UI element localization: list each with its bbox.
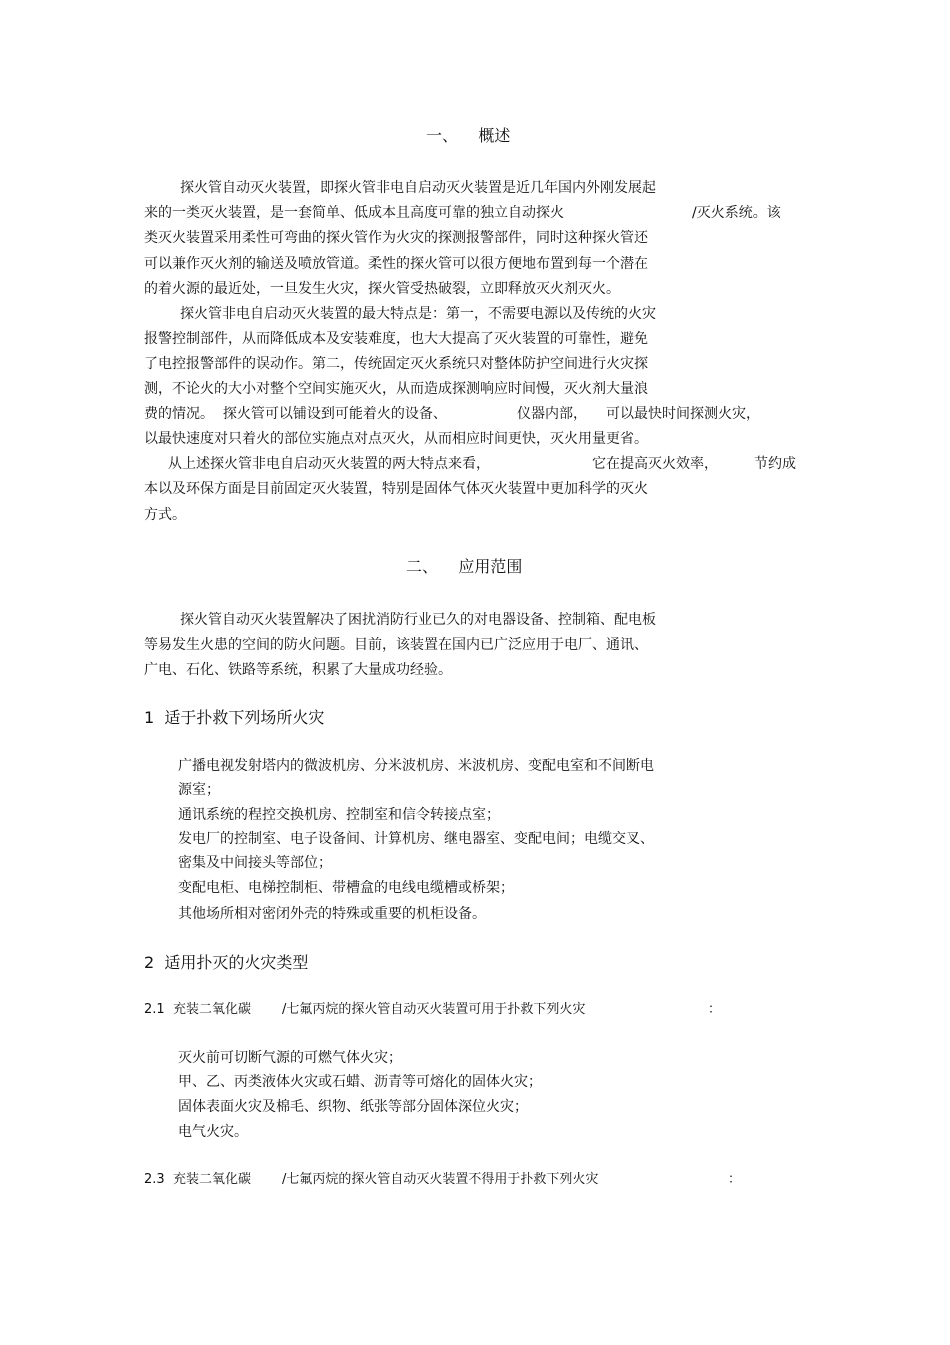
list2-line-3: 固体表面火灾及棉毛、织物、纸张等部分固体深位火灾； xyxy=(178,1099,528,1115)
section-2-title: 二、 应用范围 xyxy=(406,557,523,576)
sec1-p3-line-1c: 节约成 xyxy=(754,456,796,472)
sec1-p3-line-1a: 从上述探火管非电自启动灭火装置的两大特点来看， xyxy=(168,456,490,472)
sec1-p2-line-5a: 费的情况。 探火管可以铺设到可能着火的设备、 xyxy=(144,406,447,422)
list1-line-4: 发电厂的控制室、电子设备间、计算机房、继电器室、变配电间；电缆交叉、 xyxy=(178,831,654,847)
sec1-p2-line-3: 了电控报警部件的误动作。第二，传统固定灭火系统只对整体防护空间进行火灾探 xyxy=(144,356,648,372)
list1-line-3: 通讯系统的程控交换机房、控制室和信令转接点室； xyxy=(178,807,500,823)
list2-line-2: 甲、乙、丙类液体火灾或石蜡、沥青等可熔化的固体火灾； xyxy=(178,1074,542,1090)
sec1-p1-line-5: 的着火源的最近处，一旦发生火灾，探火管受热破裂，立即释放灭火剂灭火。 xyxy=(144,281,620,297)
heading-2-1b: /七氟丙烷的探火管自动灭火装置可用于扑救下列火灾 xyxy=(282,1002,586,1017)
sec2-p1-line-2: 等易发生火患的空间的防火问题。目前，该装置在国内已广泛应用于电厂、通讯、 xyxy=(144,637,648,653)
sec1-p1-line-3: 类灭火装置采用柔性可弯曲的探火管作为火灾的探测报警部件，同时这种探火管还 xyxy=(144,230,648,246)
list1-line-1: 广播电视发射塔内的微波机房、分米波机房、米波机房、变配电室和不间断电 xyxy=(178,758,654,774)
list1-line-5: 密集及中间接头等部位； xyxy=(178,855,332,871)
sec2-p1-line-3: 广电、石化、铁路等系统，积累了大量成功经验。 xyxy=(144,662,452,678)
sec1-p3-line-2: 本以及环保方面是目前固定灭火装置，特别是固体气体灭火装置中更加科学的灭火 xyxy=(144,481,648,497)
sec1-p1-line-2: 来的一类灭火装置，是一套简单、低成本且高度可靠的独立自动探火 xyxy=(144,205,564,221)
sec2-p1-line-1: 探火管自动灭火装置解决了困扰消防行业已久的对电器设备、控制箱、配电板 xyxy=(180,612,656,628)
sec1-p1-line-1: 探火管自动灭火装置，即探火管非电自启动灭火装置是近几年国内外刚发展起 xyxy=(180,180,656,196)
sec1-p2-line-4: 测，不论火的大小对整个空间实施灭火，从而造成探测响应时间慢，灭火剂大量浪 xyxy=(144,381,648,397)
list1-line-7: 其他场所相对密闭外壳的特殊或重要的机柜设备。 xyxy=(178,906,486,922)
sec1-p3-line-1b: 它在提高灭火效率， xyxy=(592,456,718,472)
list1-line-2: 源室； xyxy=(178,782,220,798)
sec1-p3-line-3: 方式。 xyxy=(144,507,186,523)
heading-2: 2 适用扑灭的火灾类型 xyxy=(144,953,309,972)
sec1-p1-line-4: 可以兼作灭火剂的输送及喷放管道。柔性的探火管可以很方便地布置到每一个潜在 xyxy=(144,256,648,272)
section-1-title: 一、 概述 xyxy=(426,126,511,145)
sec1-p2-line-5c: 可以最快时间探测火灾， xyxy=(606,406,760,422)
heading-2-3b: /七氟丙烷的探火管自动灭火装置不得用于扑救下列火灾 xyxy=(282,1172,599,1187)
sec1-p1-line-2b: /灭火系统。该 xyxy=(692,205,781,221)
sec1-p2-line-1: 探火管非电自启动灭火装置的最大特点是：第一，不需要电源以及传统的火灾 xyxy=(180,306,656,322)
list2-line-1: 灭火前可切断气源的可燃气体火灾； xyxy=(178,1050,402,1066)
list1-line-6: 变配电柜、电梯控制柜、带槽盒的电线电缆槽或桥架； xyxy=(178,880,514,896)
sec1-p2-line-6: 以最快速度对只着火的部位实施点对点灭火，从而相应时间更快，灭火用量更省。 xyxy=(144,431,648,447)
heading-1: 1 适于扑救下列场所火灾 xyxy=(144,708,325,727)
list2-line-4: 电气火灾。 xyxy=(178,1124,248,1140)
heading-2-3c: ： xyxy=(728,1172,742,1187)
sec1-p2-line-2: 报警控制部件，从而降低成本及安装难度，也大大提高了灭火装置的可靠性，避免 xyxy=(144,331,648,347)
heading-2-3a: 2.3 充装二氧化碳 xyxy=(144,1172,251,1187)
heading-2-1c: ： xyxy=(708,1002,722,1017)
sec1-p2-line-5b: 仪器内部， xyxy=(517,406,587,422)
heading-2-1a: 2.1 充装二氧化碳 xyxy=(144,1002,251,1017)
